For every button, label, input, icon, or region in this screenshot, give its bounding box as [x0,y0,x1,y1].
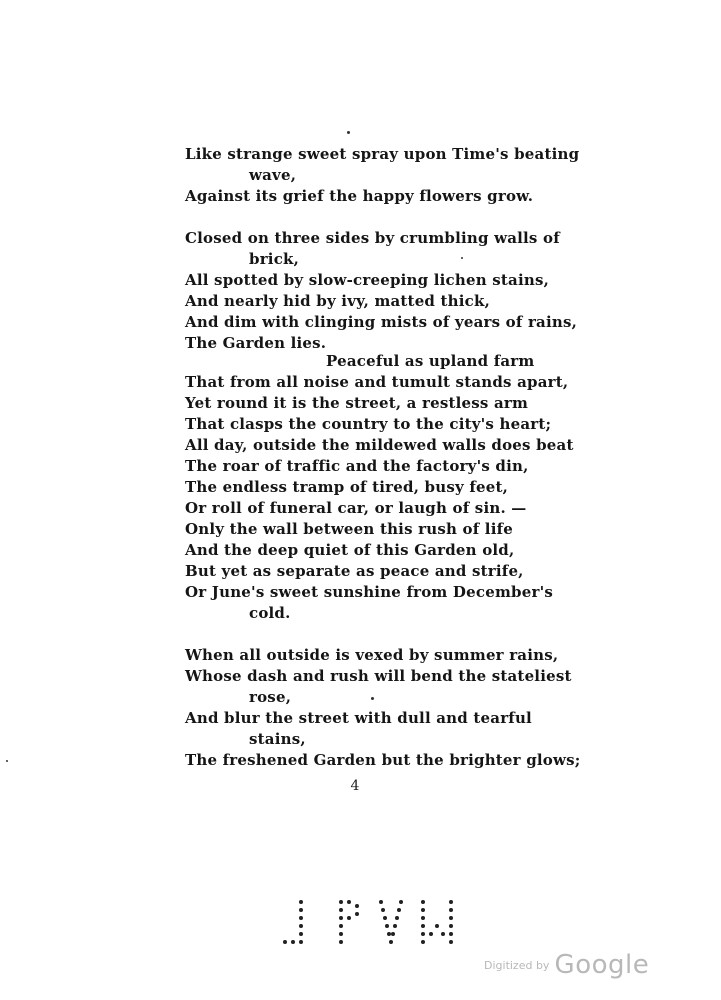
watermark-prefix: Digitized by [484,959,550,972]
scan-speck [371,697,374,700]
page-number: 4 [350,778,360,794]
poem-line: All spotted by slow-creeping lichen stains, [185,271,550,289]
poem-line: Like strange sweet spray upon Time's beating [185,145,580,163]
poem-line: stains, [249,730,306,748]
scan-speck [347,131,350,134]
poem-line: Yet round it is the street, a restless arm [185,394,529,412]
google-digitized-watermark [484,950,649,980]
poem-line: cold. [249,604,291,622]
scan-speck [6,760,8,762]
scan-speck [461,257,463,259]
poem-line: And the deep quiet of this Garden old, [185,541,515,559]
google-logo-text: Google [554,950,650,980]
poem-line: The endless tramp of tired, busy feet, [185,478,509,496]
poem-line: Whose dash and rush will bend the stateliest [185,667,572,685]
poem-line: And blur the street with dull and tearful [185,709,532,727]
poem-line: Against its grief the happy flowers grow. [185,187,534,205]
poem-line: rose, [249,688,292,706]
poem-line: brick, [249,250,300,268]
poem-line: Or roll of funeral car, or laugh of sin. — [185,499,527,517]
perforated-library-stamp [283,896,453,946]
poem-line: Closed on three sides by crumbling walls of [185,229,560,247]
poem-line: Peaceful as upland farm [326,352,535,370]
poem-line: All day, outside the mildewed walls does beat [185,436,574,454]
poem-line: When all outside is vexed by summer rains, [185,646,559,664]
poem-line: That from all noise and tumult stands apart, [185,373,569,391]
poem-line: wave, [249,166,297,184]
poem-line: The roar of traffic and the factory's din, [185,457,529,475]
poem-line: That clasps the country to the city's heart; [185,415,552,433]
poem-line: The freshened Garden but the brighter glows; [185,751,581,769]
poem-line: But yet as separate as peace and strife, [185,562,524,580]
poem-line: The Garden lies. [185,334,327,352]
poem-line: Or June's sweet sunshine from December's [185,583,553,601]
poem-line: And nearly hid by ivy, matted thick, [185,292,491,310]
poem-line: And dim with clinging mists of years of rains, [185,313,578,331]
poem-line: Only the wall between this rush of life [185,520,514,538]
